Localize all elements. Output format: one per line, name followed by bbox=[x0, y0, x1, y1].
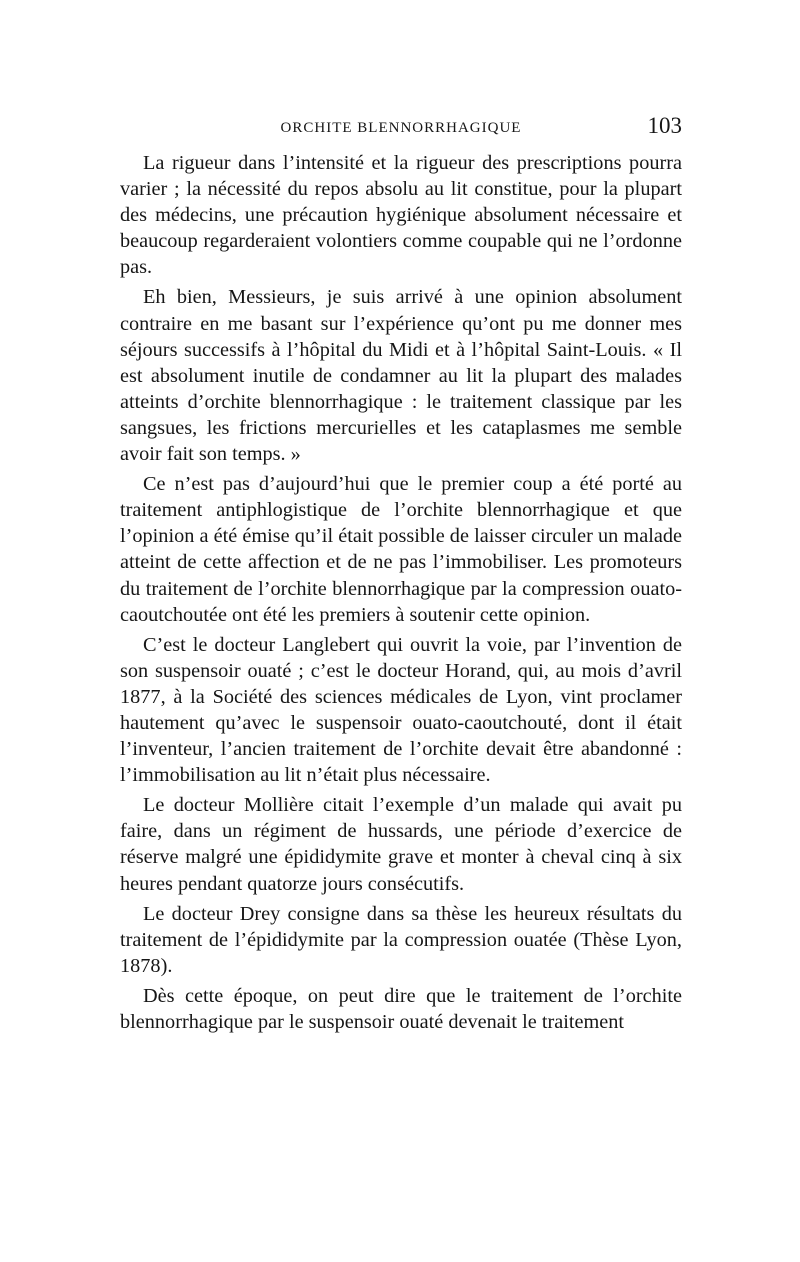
paragraph-4: C’est le docteur Langlebert qui ouvrit la voie, par l’invention de son suspensoir ouaté ; c’est le docteur Horand, qui, au mois d’avril 1877, à la Société des sciences médicales de Lyon, vint proclamer hautement qu’avec le suspensoir ouato-caoutchouté, dont il était l’inventeur, l’ancien traitement de l’orchite devait être abandonné : l’immobilisation au lit n’était plus nécessaire. bbox=[120, 633, 682, 787]
paragraph-2: Eh bien, Messieurs, je suis arrivé à une opinion absolument contraire en me basant sur l’expérience qu’ont pu me donner mes séjours successifs à l’hôpital du Midi et à l’hôpital Saint-Louis. « Il est absolument inutile de condamner au lit la plupart des malades atteints d’orchite blennorrhagique : le traitement classique par les sangsues, les frictions mercurielles et les cataplasmes me semble avoir fait son temps. » bbox=[120, 286, 682, 466]
paragraph-5: Le docteur Mollière citait l’exemple d’un malade qui avait pu faire, dans un régiment de hussards, une période d’exercice de réserve malgré une épididymite grave et monter à cheval cinq à six heures pendant quatorze jours consécutifs. bbox=[120, 794, 682, 895]
body-text bbox=[120, 150, 682, 1035]
running-head bbox=[120, 112, 682, 142]
paragraph-7: Dès cette époque, on peut dire que le traitement de l’orchite blennorrhagique par le suspensoir ouaté devenait le traitement bbox=[120, 984, 682, 1033]
page-number: 103 bbox=[647, 113, 682, 138]
paragraph-1: La rigueur dans l’intensité et la rigueur des prescriptions pourra varier ; la nécessité du repos absolu au lit constitue, pour la plupart des médecins, une précaution hygiénique absolument nécessaire et beaucoup regarderaient volontiers comme coupable qui ne l’ordonne pas. bbox=[120, 152, 682, 279]
running-title: ORCHITE BLENNORRHAGIQUE bbox=[280, 120, 522, 136]
paragraph-6: Le docteur Drey consigne dans sa thèse les heureux résultats du traitement de l’épididymite par la compression ouatée (Thèse Lyon, 1878). bbox=[120, 902, 682, 977]
paragraph-3: Ce n’est pas d’aujourd’hui que le premier coup a été porté au traitement antiphlogistique de l’orchite blennorrhagique et que l’opinion a été émise qu’il était possible de laisser circuler un malade atteint de cette affection et de ne pas l’immobiliser. Les promoteurs du traitement de l’orchite blennorrhagique par la compression ouato-caoutchoutée ont été les premiers à soutenir cette opinion. bbox=[120, 473, 682, 626]
